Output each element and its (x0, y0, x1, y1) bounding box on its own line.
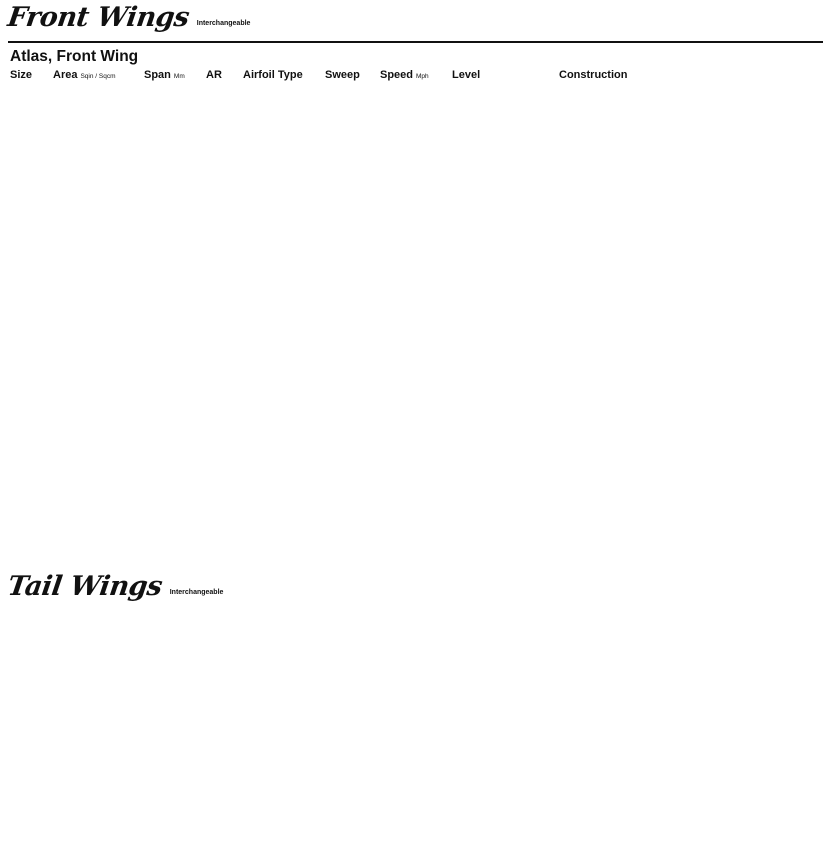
column-header-unit: Sqin / Sqcm (80, 73, 116, 80)
table-header-row (8, 66, 823, 87)
table-atlas-front-wing (8, 41, 823, 87)
column-header-label: Airfoil Type (243, 69, 303, 81)
section-title: Front Wings (5, 2, 191, 33)
column-header-label: Level (452, 69, 481, 81)
column-header-unit: Mm (173, 73, 185, 80)
section-header-tail-wings (5, 571, 224, 602)
column-header-label: Size (10, 69, 33, 81)
column-header (10, 66, 35, 86)
column-header-label: Speed (380, 69, 414, 81)
column-header (559, 66, 630, 86)
column-header-label: Sweep (325, 69, 360, 81)
column-header (243, 66, 306, 86)
column-header-label: Construction (559, 69, 628, 81)
column-header-unit: Mph (416, 73, 429, 80)
section-header-front-wings (5, 2, 251, 33)
column-header-label: Span (144, 69, 171, 81)
section-note: Interchangeable (196, 20, 251, 27)
column-header-label: AR (206, 69, 222, 81)
column-header (144, 66, 185, 86)
column-header (452, 66, 483, 86)
column-header (206, 66, 225, 86)
column-header (325, 66, 363, 86)
section-title: Tail Wings (5, 571, 164, 602)
table-title: Atlas, Front Wing (10, 48, 139, 65)
column-header (380, 66, 429, 86)
column-header-label: Area (53, 69, 78, 81)
column-header (53, 66, 116, 86)
section-note: Interchangeable (169, 589, 224, 596)
